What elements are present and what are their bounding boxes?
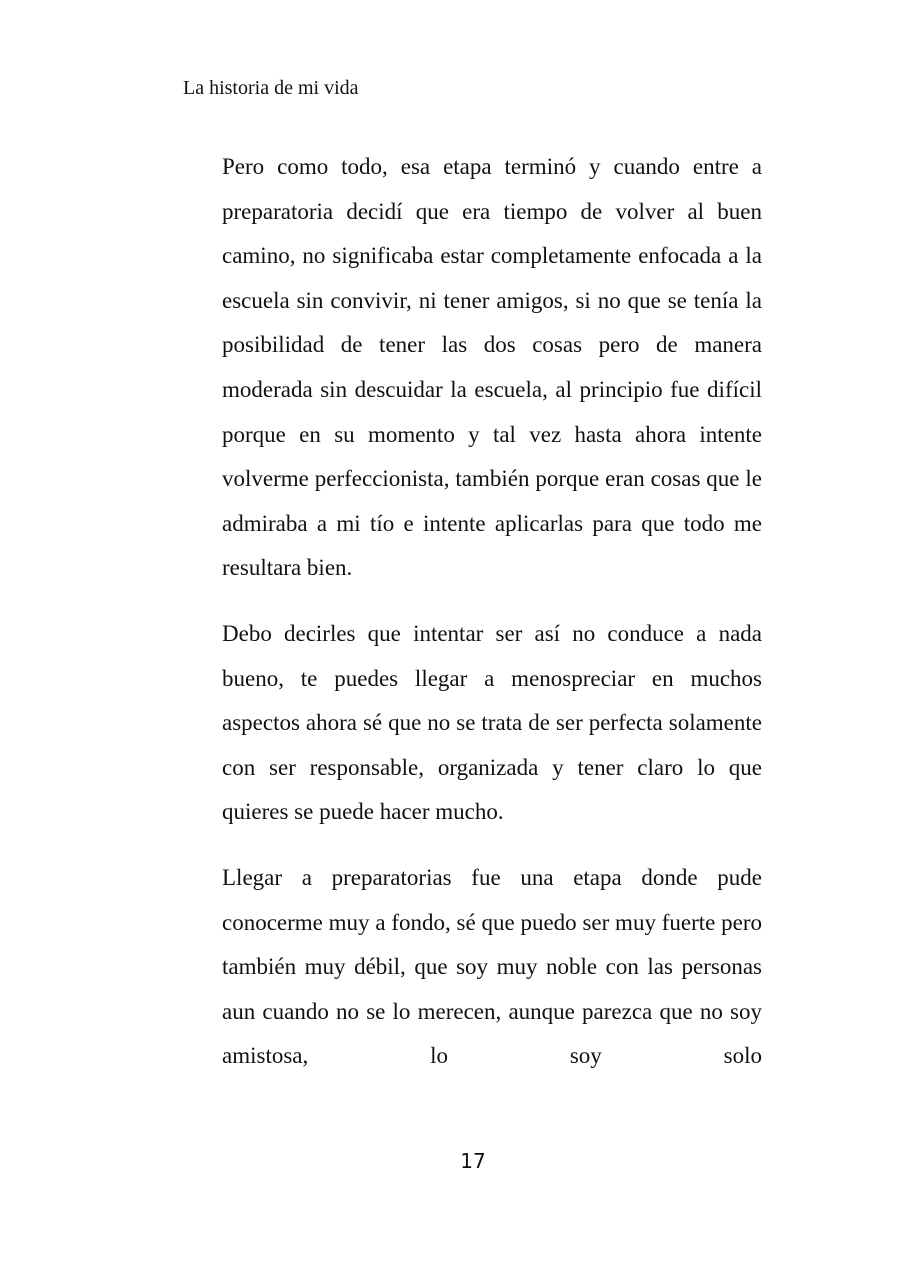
paragraph-1: Pero como todo, esa etapa terminó y cuando entre a preparatoria decidí que era tiempo de volver al buen camino, no significaba estar completamente enfocada a la escuela sin convivir, ni tener amigos, si no que se tenía la posibilidad de tener las dos cosas pero de manera moderada sin descuidar la escuela, al principio fue difícil porque en su momento y tal vez hasta ahora intente volverme perfeccionista, también porque eran cosas que le admiraba a mi tío e intente aplicarlas para que todo me resultara bien. — [222, 154, 762, 581]
paragraph-2: Debo decirles que intentar ser así no conduce a nada bueno, te puedes llegar a menospreciar en muchos aspectos ahora sé que no se trata de ser perfecta solamente con ser responsable, organizada y tener claro lo que quieres se puede hacer mucho. — [222, 620, 762, 825]
running-header: La historia de mi vida — [183, 77, 359, 99]
body-text — [222, 145, 762, 1079]
paragraph-3: Llegar a preparatorias fue una etapa donde pude conocerme muy a fondo, sé que puedo ser muy fuerte pero también muy débil, que soy muy noble con las personas aun cuando no se lo merecen, aunque parezca que no soy amistosa, lo soy solo — [222, 864, 762, 1069]
page-number: 17 — [460, 1149, 486, 1173]
